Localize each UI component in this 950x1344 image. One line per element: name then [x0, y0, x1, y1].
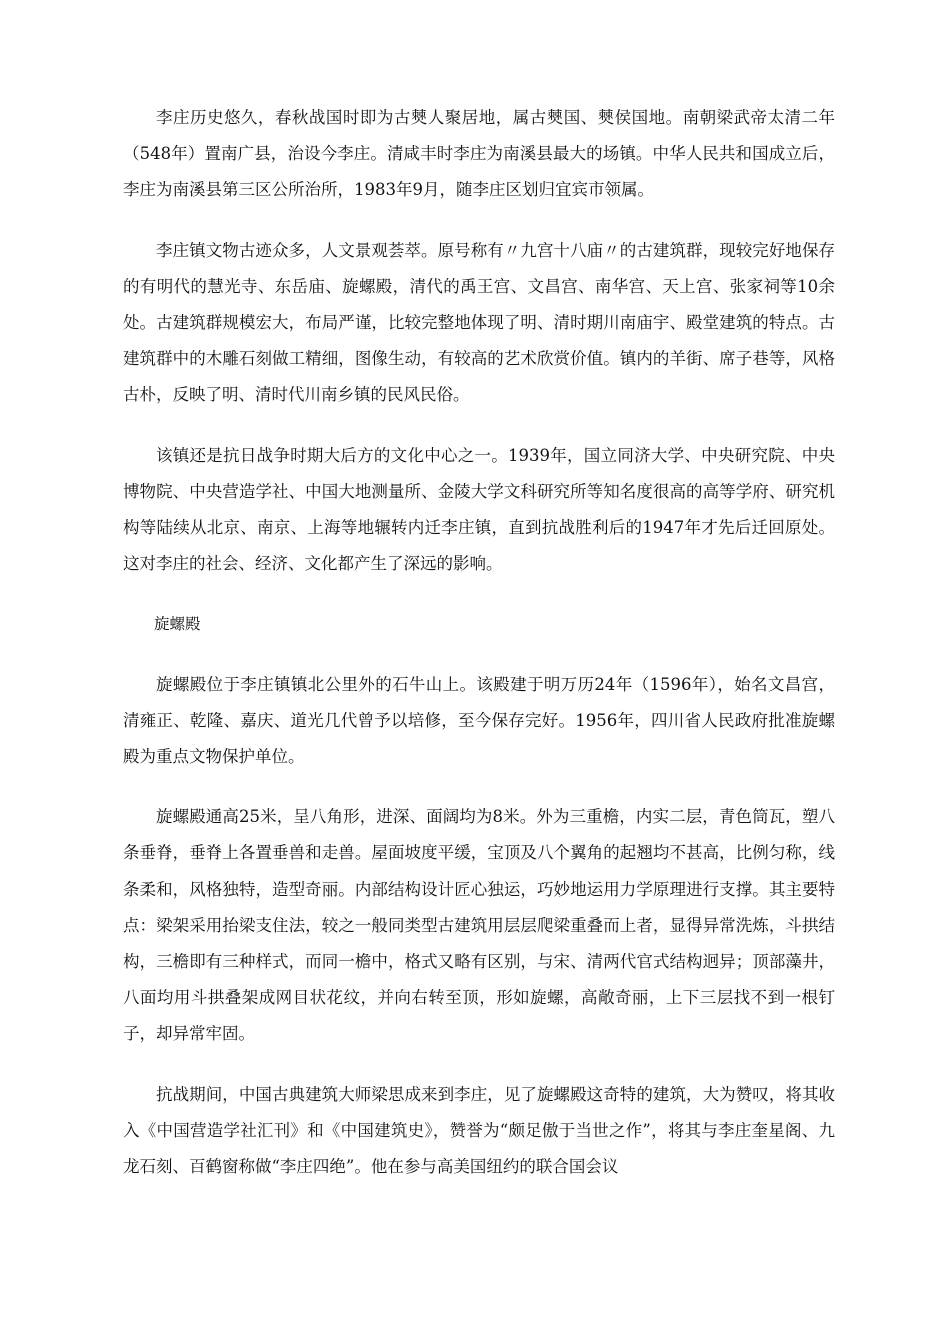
paragraph-xuanluo-structure: 旋螺殿通高25米，呈八角形，进深、面阔均为8米。外为三重檐，内实二层，青色筒瓦，塑八条垂脊，垂脊上各置垂兽和走兽。屋面坡度平缓，宝顶及八个翼角的起翘均不甚高，比例匀称，线条柔和，风格独特，造型奇丽。内部结构设计匠心独运，巧妙地运用力学原理进行支撑。其主要特点：梁架采用抬梁支住法，较之一般同类型古建筑用层层爬梁重叠而上者，显得异常洗炼，斗拱结构，三檐即有三种样式，而同一檐中，格式又略有区别，与宋、清两代官式结构迥异；顶部藻井，八面均用斗拱叠架成网目状花纹，并向右转至顶，形如旋螺，高敞奇丽，上下三层找不到一根钉子，却异常牢固。 — [123, 807, 835, 1044]
document-body — [123, 100, 835, 1209]
paragraph-liang-sicheng: 抗战期间，中国古典建筑大师梁思成来到李庄，见了旋螺殿这奇特的建筑，大为赞叹，将其收入《中国营造学社汇刊》和《中国建筑史》，赞誉为“颇足傲于当世之作”，将其与李庄奎星阁、九龙石刻、百鹤窗称做“李庄四绝”。他在参与高美国纽约的联合国会议 — [123, 1084, 835, 1177]
paragraph-xuanluo-location: 旋螺殿位于李庄镇镇北公里外的石牛山上。该殿建于明万历24年（1596年），始名文昌宫，清雍正、乾隆、嘉庆、道光几代曾予以培修，至今保存完好。1956年，四川省人民政府批准旋螺殿为重点文物保护单位。 — [123, 674, 835, 767]
paragraph-wartime-culture: 该镇还是抗日战争时期大后方的文化中心之一。1939年，国立同济大学、中央研究院、中央博物院、中央营造学社、中国大地测量所、金陵大学文科研究所等知名度很高的高等学府、研究机构等陆续从北京、南京、上海等地辗转内迁李庄镇，直到抗战胜利后的1947年才先后迁回原处。这对李庄的社会、经济、文化都产生了深远的影响。 — [123, 445, 835, 574]
section-heading: 旋螺殿 — [154, 615, 201, 634]
paragraph-history: 李庄历史悠久，春秋战国时即为古僰人聚居地，属古僰国、僰侯国地。南朝梁武帝太清二年（548年）置南广县，治设今李庄。清咸丰时李庄为南溪县最大的场镇。中华人民共和国成立后，李庄为南溪县第三区公所治所，1983年9月，随李庄区划归宜宾市领属。 — [123, 108, 835, 200]
paragraph-relics: 李庄镇文物古迹众多，人文景观荟萃。原号称有〃九宫十八庙〃的古建筑群，现较完好地保存的有明代的慧光寺、东岳庙、旋螺殿，清代的禹王宫、文昌宫、南华宫、天上宫、张家祠等10余处。古建筑群规模宏大，布局严谨，比较完整地体现了明、清时期川南庙宇、殿堂建筑的特点。古建筑群中的木雕石刻做工精细，图像生动，有较高的艺术欣赏价值。镇内的羊街、席子巷等，风格古朴，反映了明、清时代川南乡镇的民风民俗。 — [123, 240, 835, 405]
